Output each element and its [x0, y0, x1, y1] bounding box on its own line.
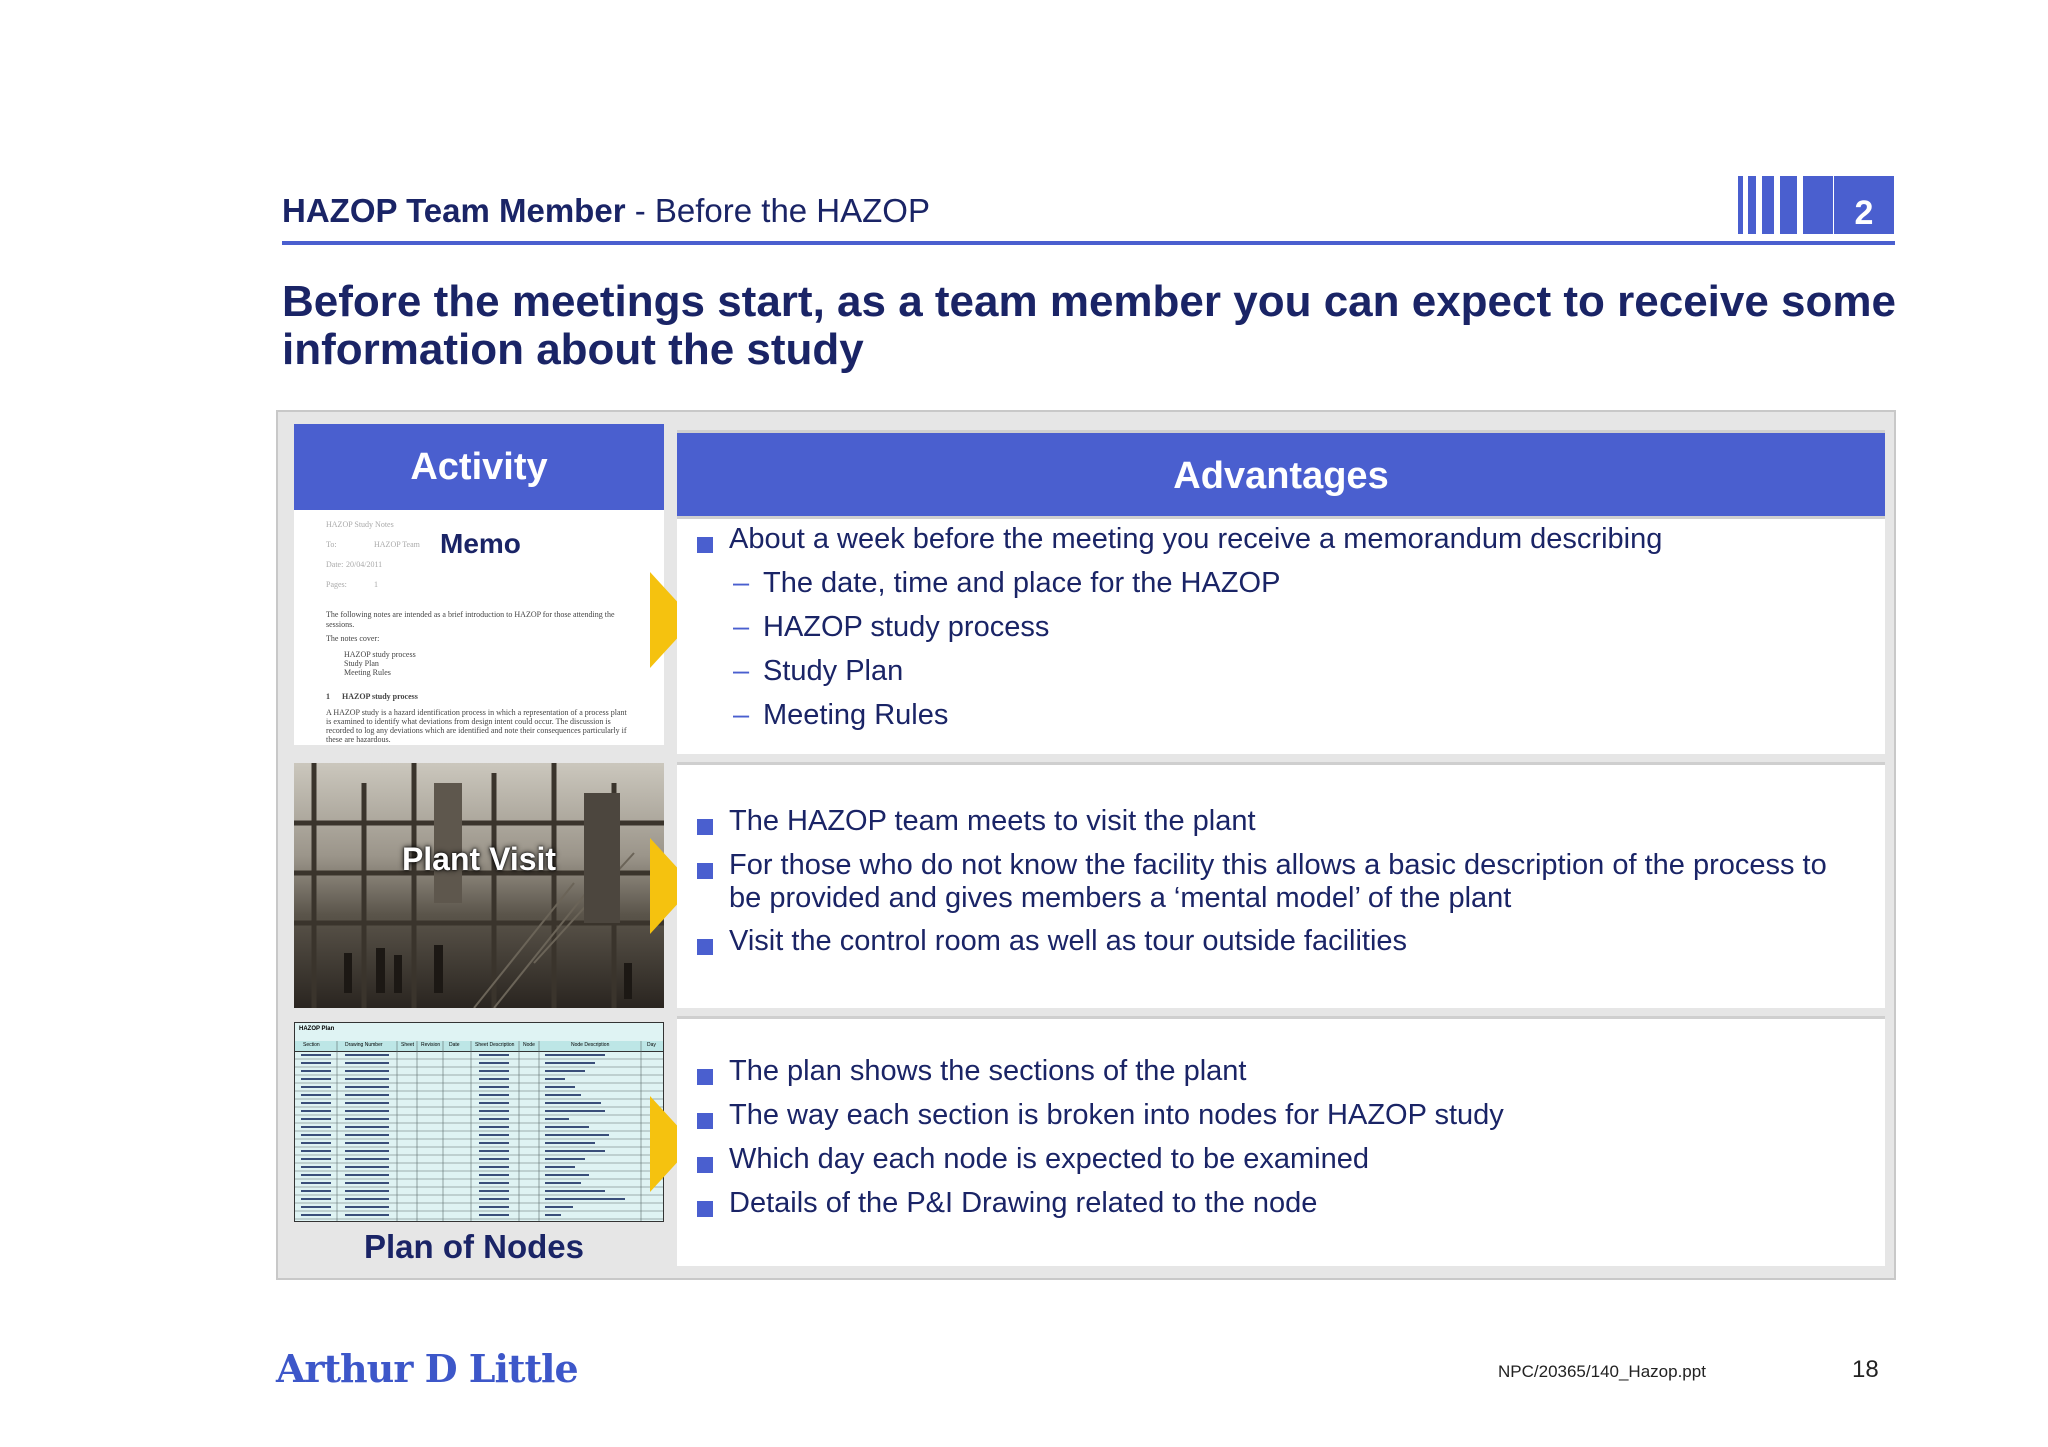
- memo-line: 1: [374, 580, 378, 589]
- advantage-item: Details of the P&I Drawing related to the node: [729, 1187, 1318, 1219]
- bullet-square-icon: [697, 863, 713, 879]
- memo-line: 20/04/2011: [346, 560, 383, 569]
- header-divider: [282, 241, 1895, 245]
- advantages-cell-plant-visit: [677, 762, 1885, 1008]
- bullet-square-icon: [697, 1157, 713, 1173]
- memo-line: sessions.: [326, 620, 355, 629]
- plan-col: Date: [449, 1042, 460, 1048]
- memo-line: HAZOP study process: [344, 650, 416, 659]
- advantage-item: The plan shows the sections of the plant: [729, 1055, 1247, 1087]
- activity-column-header: Activity: [294, 424, 664, 510]
- plant-structure-graphic: [294, 763, 664, 1008]
- plan-col: Section: [303, 1042, 320, 1048]
- slide-headline: Before the meetings start, as a team member you can expect to receive some information about the study: [282, 277, 1896, 374]
- advantage-item: About a week before the meeting you receive a memorandum describing: [729, 523, 1663, 555]
- memo-thumbnail: [294, 510, 664, 745]
- memo-line: Study Plan: [344, 659, 379, 668]
- company-logo: Arthur D Little: [276, 1346, 578, 1391]
- advantage-item: Visit the control room as well as tour outside facilities: [729, 925, 1408, 957]
- dash-bullet-icon: –: [733, 699, 750, 731]
- memo-line: The following notes are intended as a brief introduction to HAZOP for those attending the: [326, 610, 615, 619]
- header-title-rest: - Before the HAZOP: [625, 192, 930, 229]
- plan-col: Node: [523, 1042, 535, 1048]
- slide-header-title: [282, 192, 930, 230]
- advantage-item: The HAZOP team meets to visit the plant: [729, 805, 1256, 837]
- plan-col: Node Description: [571, 1042, 610, 1048]
- activity-label-plan-of-nodes: Plan of Nodes: [363, 1228, 585, 1265]
- memo-line: HAZOP Study Notes: [326, 520, 394, 529]
- advantage-item: Which day each node is expected to be examined: [729, 1143, 1370, 1175]
- bullet-square-icon: [697, 537, 713, 553]
- memo-line: recorded to log any deviations which are identified and note their consequences particularly if: [326, 726, 627, 735]
- plan-col: Sheet: [401, 1042, 415, 1048]
- activity-label-memo: Memo: [440, 528, 521, 559]
- memo-line: Meeting Rules: [344, 668, 391, 677]
- bullet-square-icon: [697, 1113, 713, 1129]
- advantages-cell-memo: [677, 516, 1885, 754]
- activity-label-plant-visit: Plant Visit: [401, 841, 557, 877]
- header-title-bold: HAZOP Team Member: [282, 192, 626, 229]
- sub-item: Study Plan: [763, 655, 904, 687]
- memo-line: To:: [326, 540, 337, 549]
- advantages-cell-plan-of-nodes: [677, 1016, 1885, 1266]
- plan-of-nodes-thumbnail: [294, 1022, 664, 1222]
- dash-bullet-icon: –: [733, 611, 750, 643]
- section-number-badge: 2: [1834, 176, 1894, 234]
- bullet-square-icon: [697, 1069, 713, 1085]
- plan-col: Drawing Number: [345, 1042, 383, 1048]
- plant-photo: [294, 763, 664, 1008]
- memo-line: 1: [326, 692, 330, 701]
- sub-item: The date, time and place for the HAZOP: [763, 567, 1281, 599]
- bullet-square-icon: [697, 1201, 713, 1217]
- plan-col: Sheet Description: [475, 1042, 515, 1048]
- memo-line: The notes cover:: [326, 634, 380, 643]
- plan-title: HAZOP Plan: [299, 1026, 335, 1032]
- bullet-square-icon: [697, 939, 713, 955]
- memo-line: is examined to identify what deviations from design intent could occur. The discussion is: [326, 717, 611, 726]
- bullet-square-icon: [697, 819, 713, 835]
- sub-item: HAZOP study process: [763, 611, 1050, 643]
- memo-line: HAZOP Team: [374, 540, 420, 549]
- plan-table-grid: [295, 1023, 664, 1222]
- memo-line: Date:: [326, 560, 344, 569]
- advantage-item: For those who do not know the facility this allows a basic description of the process to be provided and gives members a ‘mental model’ of the plant: [729, 849, 1827, 914]
- sub-item: Meeting Rules: [763, 699, 949, 731]
- page-number: 18: [1852, 1356, 1879, 1383]
- dash-bullet-icon: –: [733, 655, 750, 687]
- memo-line: HAZOP study process: [342, 692, 418, 701]
- memo-line: these are hazardous.: [326, 735, 391, 744]
- memo-line: Pages:: [326, 580, 347, 589]
- memo-line: A HAZOP study is a hazard identification process in which a representation of a process plant: [326, 708, 627, 717]
- plan-col: Revision: [421, 1042, 441, 1048]
- file-reference: NPC/20365/140_Hazop.ppt: [1498, 1362, 1706, 1381]
- plan-col: Day: [647, 1042, 656, 1048]
- dash-bullet-icon: –: [733, 567, 750, 599]
- advantage-item: The way each section is broken into nodes for HAZOP study: [729, 1099, 1504, 1131]
- advantages-column-header: Advantages: [677, 430, 1885, 519]
